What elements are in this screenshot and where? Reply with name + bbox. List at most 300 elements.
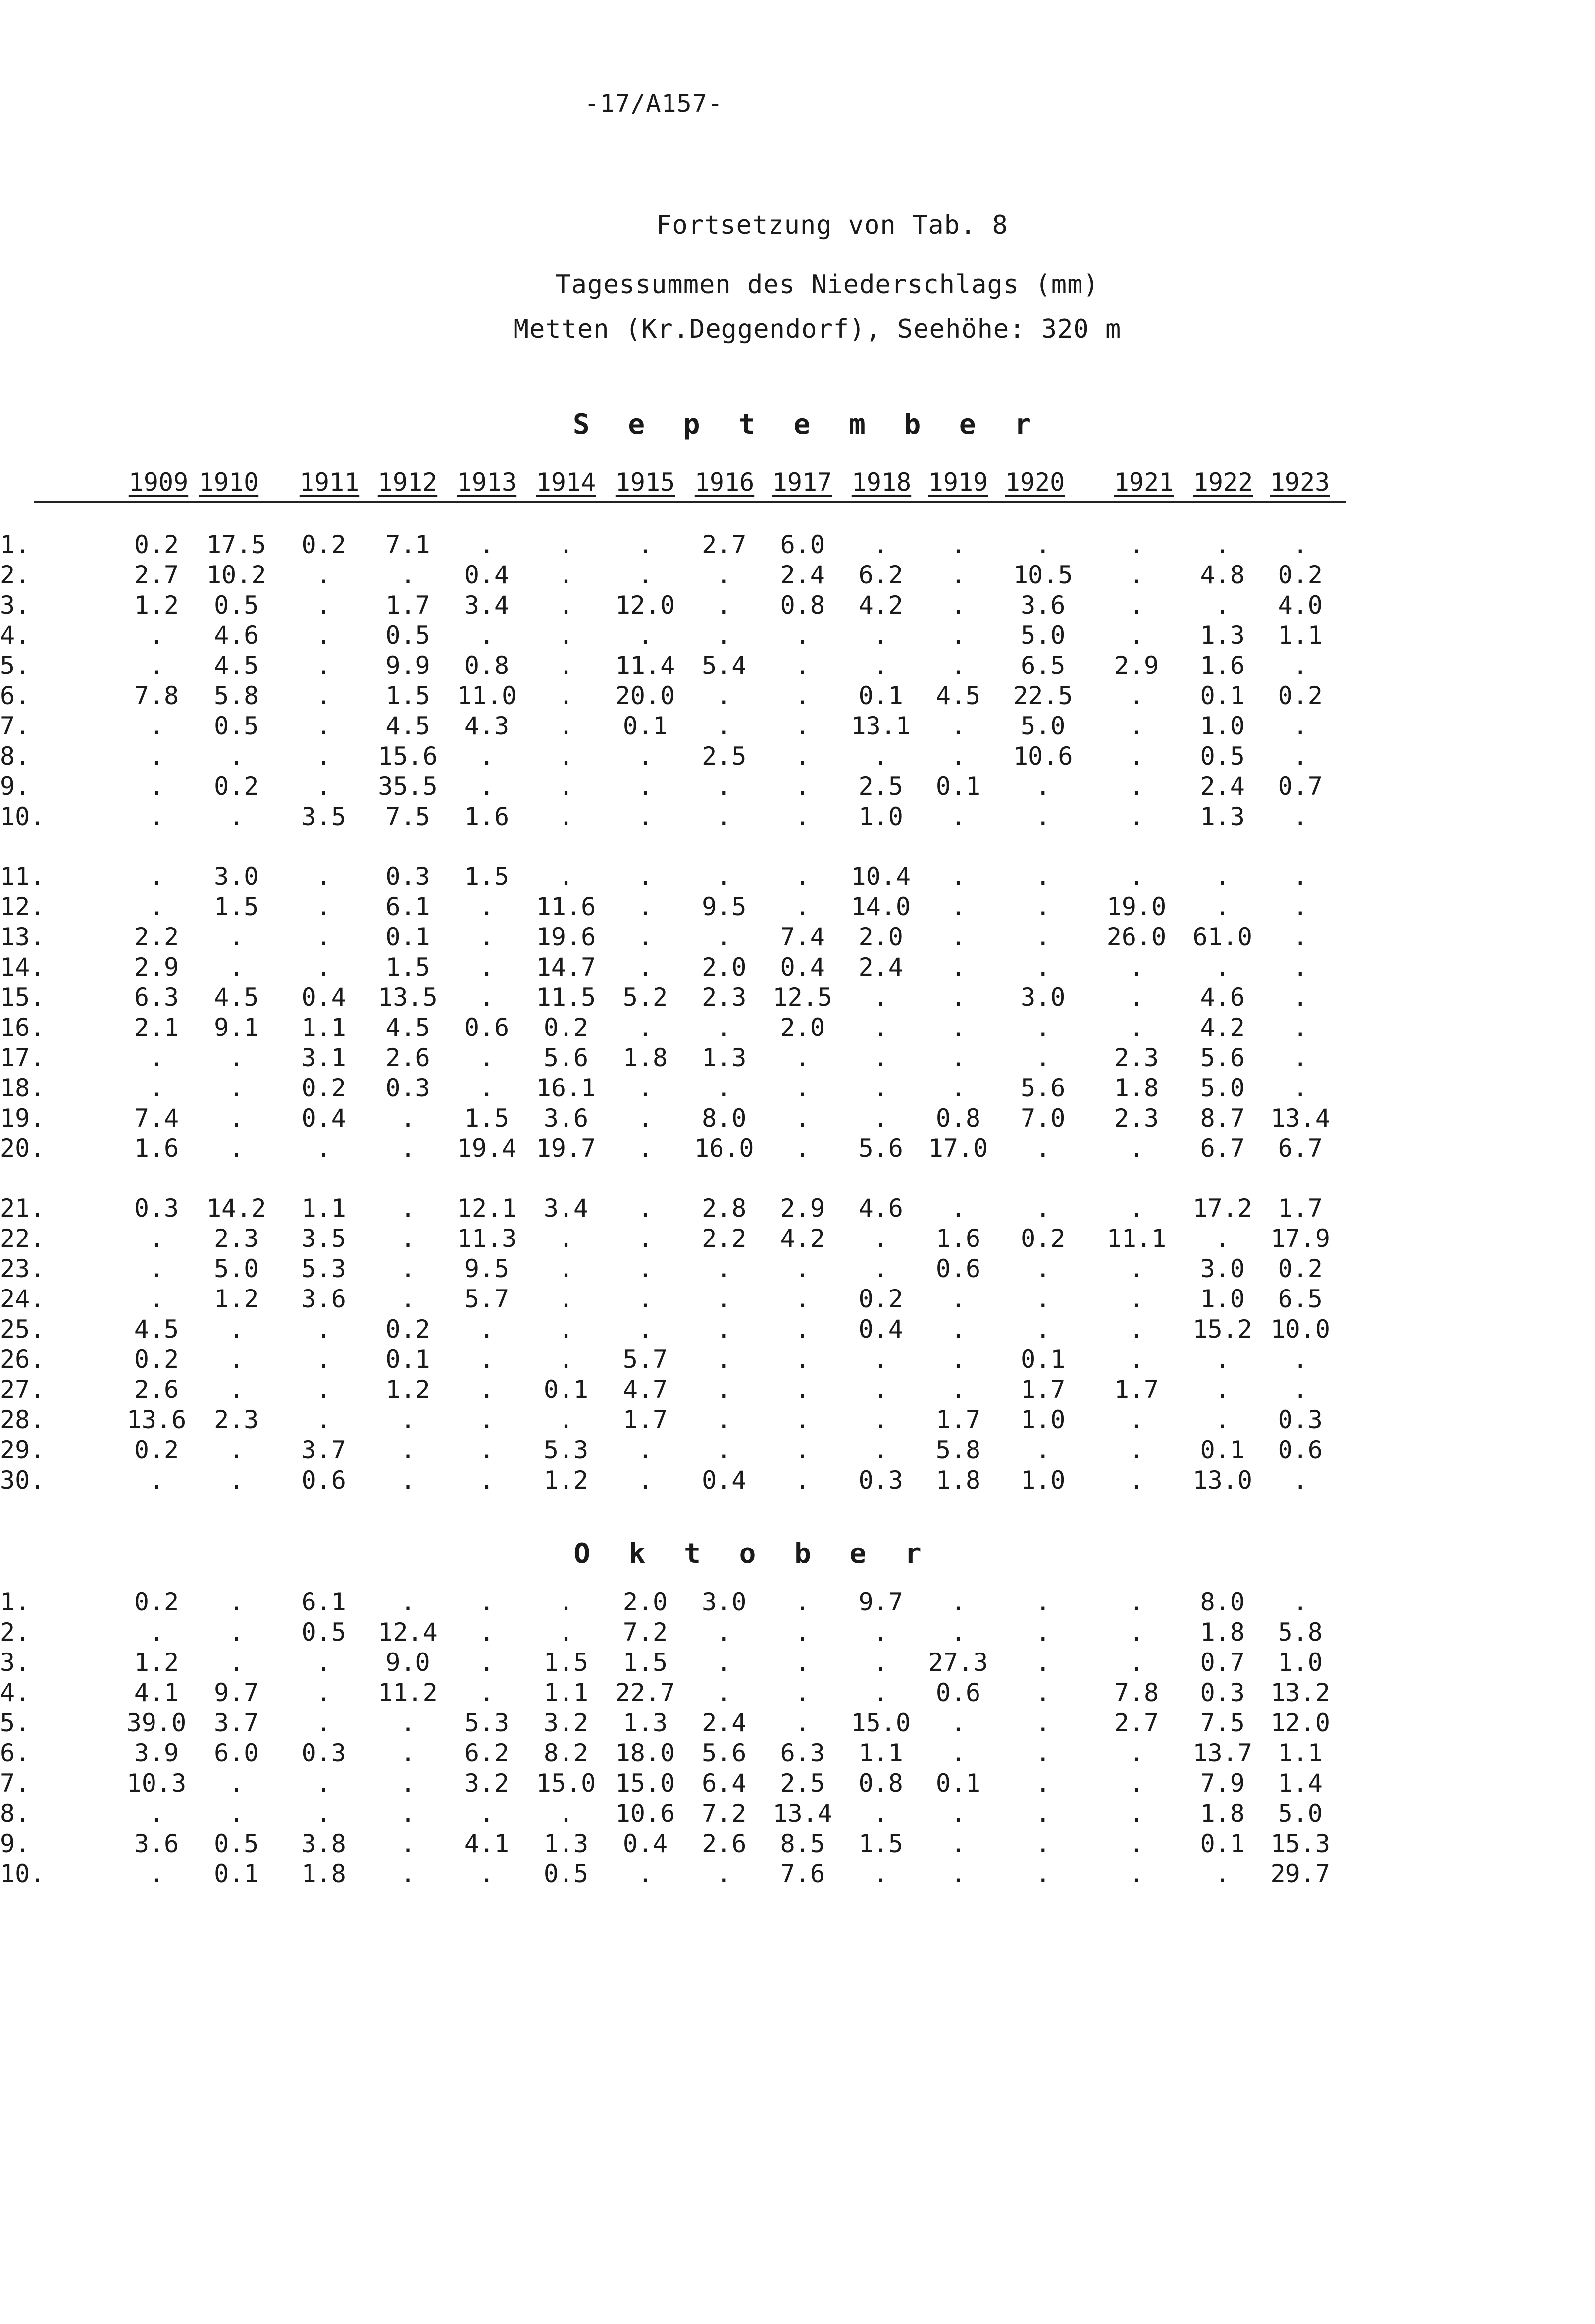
precip-cell-1920: 1.7 bbox=[1021, 1375, 1066, 1404]
precip-cell-1912: . bbox=[400, 1436, 415, 1464]
precip-cell-1909: 0.3 bbox=[134, 1194, 179, 1223]
precip-cell-1918: . bbox=[873, 1436, 888, 1464]
precip-cell-1912: . bbox=[400, 1708, 415, 1737]
precip-cell-1916: . bbox=[717, 772, 732, 801]
precip-cell-1910: . bbox=[229, 953, 244, 981]
day-label: 4. bbox=[0, 621, 30, 650]
precip-cell-1912: 15.6 bbox=[378, 742, 438, 771]
precip-cell-1914: 16.1 bbox=[536, 1074, 596, 1102]
month-heading-september: S e p t e m b e r bbox=[572, 409, 1042, 441]
precip-cell-1916: 9.5 bbox=[702, 892, 747, 921]
day-label: 17. bbox=[0, 1043, 45, 1072]
precip-cell-1914: . bbox=[558, 862, 574, 891]
precip-cell-1921: . bbox=[1129, 1859, 1144, 1888]
precip-cell-1923: 0.3 bbox=[1278, 1405, 1323, 1434]
precip-cell-1922: 0.1 bbox=[1200, 681, 1245, 710]
precip-cell-1923: . bbox=[1292, 953, 1308, 981]
precip-cell-1909: 3.6 bbox=[134, 1829, 179, 1858]
precip-cell-1909: 2.9 bbox=[134, 953, 179, 981]
day-label: 23. bbox=[0, 1254, 45, 1283]
precip-cell-1909: 3.9 bbox=[134, 1739, 179, 1767]
precip-cell-1921: . bbox=[1129, 1194, 1144, 1223]
precip-cell-1923: 6.7 bbox=[1278, 1134, 1323, 1163]
day-label: 14. bbox=[0, 953, 45, 981]
precip-cell-1918: . bbox=[873, 530, 888, 559]
precip-cell-1916: 5.6 bbox=[702, 1739, 747, 1767]
precip-cell-1913: . bbox=[479, 1618, 495, 1647]
precip-cell-1921: . bbox=[1129, 742, 1144, 771]
precip-cell-1917: 0.8 bbox=[780, 591, 825, 620]
precip-cell-1911: . bbox=[316, 923, 331, 951]
precip-cell-1919: . bbox=[950, 892, 966, 921]
precip-cell-1916: . bbox=[717, 1678, 732, 1707]
precip-cell-1917: 0.4 bbox=[780, 953, 825, 981]
precip-cell-1919: 27.3 bbox=[928, 1648, 988, 1677]
precip-cell-1909: 2.2 bbox=[134, 923, 179, 951]
precip-cell-1911: 3.6 bbox=[301, 1285, 346, 1313]
precip-cell-1910: . bbox=[229, 1436, 244, 1464]
precip-cell-1920: . bbox=[1035, 892, 1051, 921]
table-row bbox=[0, 1648, 1339, 1678]
precip-cell-1909: 39.0 bbox=[126, 1708, 187, 1737]
precip-cell-1909: . bbox=[149, 1618, 164, 1647]
precip-cell-1911: 0.5 bbox=[301, 1618, 346, 1647]
day-label: 18. bbox=[0, 1074, 45, 1102]
precip-cell-1921: . bbox=[1129, 802, 1144, 831]
precip-cell-1910: . bbox=[229, 1588, 244, 1616]
precip-cell-1922: 61.0 bbox=[1192, 923, 1252, 951]
precip-cell-1916: 7.2 bbox=[702, 1799, 747, 1828]
precip-cell-1922: 5.0 bbox=[1200, 1074, 1245, 1102]
precip-cell-1921: . bbox=[1129, 953, 1144, 981]
precip-cell-1918: 15.0 bbox=[851, 1708, 911, 1737]
precip-cell-1917: . bbox=[795, 1043, 810, 1072]
precip-cell-1912: . bbox=[400, 1254, 415, 1283]
day-label: 28. bbox=[0, 1405, 45, 1434]
precip-cell-1913: 0.8 bbox=[464, 651, 510, 680]
precip-cell-1918: 2.0 bbox=[858, 923, 903, 951]
precip-cell-1922: 8.7 bbox=[1200, 1104, 1245, 1133]
table-row bbox=[0, 922, 1339, 952]
table-row bbox=[0, 1103, 1339, 1134]
precip-cell-1912: 4.5 bbox=[385, 1013, 430, 1042]
precip-cell-1923: . bbox=[1292, 1013, 1308, 1042]
precip-cell-1921: . bbox=[1129, 1013, 1144, 1042]
precip-cell-1917: . bbox=[795, 862, 810, 891]
precip-cell-1911: 0.2 bbox=[301, 1074, 346, 1102]
precip-cell-1909: . bbox=[149, 1224, 164, 1253]
precip-cell-1911: . bbox=[316, 1708, 331, 1737]
year-header-1920: 1920 bbox=[1005, 468, 1065, 497]
precip-cell-1923: . bbox=[1292, 530, 1308, 559]
precip-cell-1914: . bbox=[558, 1345, 574, 1374]
precip-cell-1915: 7.2 bbox=[622, 1618, 668, 1647]
precip-cell-1913: . bbox=[479, 1588, 495, 1616]
precip-cell-1910: 9.7 bbox=[214, 1678, 259, 1707]
precip-cell-1911: . bbox=[316, 591, 331, 620]
precip-cell-1914: . bbox=[558, 1799, 574, 1828]
precip-cell-1923: 0.7 bbox=[1278, 772, 1323, 801]
day-label: 1. bbox=[0, 1588, 30, 1616]
precip-cell-1918: . bbox=[873, 1254, 888, 1283]
precip-cell-1921: . bbox=[1129, 1254, 1144, 1283]
precip-cell-1915: 12.0 bbox=[615, 591, 675, 620]
precip-cell-1910: 5.0 bbox=[214, 1254, 259, 1283]
precip-cell-1910: 0.2 bbox=[214, 772, 259, 801]
precip-cell-1918: 0.3 bbox=[858, 1466, 903, 1495]
precip-cell-1914: 11.6 bbox=[536, 892, 596, 921]
precip-cell-1918: . bbox=[873, 1859, 888, 1888]
day-label: 6. bbox=[0, 681, 30, 710]
precip-cell-1916: . bbox=[717, 621, 732, 650]
precip-cell-1909: 1.2 bbox=[134, 1648, 179, 1677]
day-label: 3. bbox=[0, 591, 30, 620]
precip-cell-1919: . bbox=[950, 591, 966, 620]
precip-cell-1918: . bbox=[873, 1043, 888, 1072]
precip-cell-1912: 6.1 bbox=[385, 892, 430, 921]
september-group-spacer-cell bbox=[0, 1164, 1339, 1193]
precip-cell-1913: 9.5 bbox=[464, 1254, 510, 1283]
precip-cell-1911: 1.8 bbox=[301, 1859, 346, 1888]
precip-cell-1915: . bbox=[637, 953, 653, 981]
precip-cell-1914: 3.6 bbox=[543, 1104, 589, 1133]
precip-cell-1919: . bbox=[950, 983, 966, 1012]
table-row bbox=[0, 1617, 1339, 1648]
precip-cell-1921: . bbox=[1129, 1618, 1144, 1647]
precip-cell-1918: . bbox=[873, 651, 888, 680]
precip-cell-1915: 1.3 bbox=[622, 1708, 668, 1737]
precip-cell-1921: . bbox=[1129, 1405, 1144, 1434]
precip-cell-1923: 12.0 bbox=[1270, 1708, 1330, 1737]
precip-cell-1919: 5.8 bbox=[935, 1436, 981, 1464]
precip-cell-1911: . bbox=[316, 712, 331, 740]
precip-cell-1909: . bbox=[149, 772, 164, 801]
precip-cell-1913: 5.3 bbox=[464, 1708, 510, 1737]
precip-cell-1916: 2.7 bbox=[702, 530, 747, 559]
day-label: 2. bbox=[0, 1618, 30, 1647]
precip-cell-1919: . bbox=[950, 1013, 966, 1042]
precip-cell-1922: 1.0 bbox=[1200, 712, 1245, 740]
precip-cell-1919: 0.8 bbox=[935, 1104, 981, 1133]
precip-cell-1916: 2.5 bbox=[702, 742, 747, 771]
precip-cell-1910: . bbox=[229, 1799, 244, 1828]
table-row bbox=[0, 1768, 1339, 1799]
precip-cell-1914: . bbox=[558, 1315, 574, 1343]
precip-cell-1910: 6.0 bbox=[214, 1739, 259, 1767]
precip-cell-1920: . bbox=[1035, 923, 1051, 951]
precip-cell-1920: 3.0 bbox=[1021, 983, 1066, 1012]
table-row bbox=[0, 1829, 1339, 1859]
precip-cell-1914: . bbox=[558, 1224, 574, 1253]
precip-cell-1921: . bbox=[1129, 681, 1144, 710]
table-row bbox=[0, 741, 1339, 772]
precip-cell-1911: . bbox=[316, 742, 331, 771]
precip-cell-1921: . bbox=[1129, 1345, 1144, 1374]
precip-cell-1919: . bbox=[950, 1799, 966, 1828]
page-number: -17/A157- bbox=[584, 89, 723, 118]
precip-cell-1923: 17.9 bbox=[1270, 1224, 1330, 1253]
precip-cell-1922: 1.8 bbox=[1200, 1618, 1245, 1647]
september-table bbox=[0, 530, 1339, 1496]
precip-cell-1911: 3.5 bbox=[301, 1224, 346, 1253]
precip-cell-1910: 14.2 bbox=[206, 1194, 266, 1223]
table-row bbox=[0, 1314, 1339, 1344]
precip-cell-1911: 0.4 bbox=[301, 983, 346, 1012]
precip-cell-1911: . bbox=[316, 681, 331, 710]
header-rule bbox=[34, 501, 1346, 503]
precip-cell-1910: 0.1 bbox=[214, 1859, 259, 1888]
precip-cell-1916: . bbox=[717, 1254, 732, 1283]
precip-cell-1910: 2.3 bbox=[214, 1405, 259, 1434]
precip-cell-1923: 13.2 bbox=[1270, 1678, 1330, 1707]
precip-cell-1910: 2.3 bbox=[214, 1224, 259, 1253]
precip-cell-1922: 2.4 bbox=[1200, 772, 1245, 801]
precip-cell-1916: 2.2 bbox=[702, 1224, 747, 1253]
precip-cell-1922: 0.1 bbox=[1200, 1829, 1245, 1858]
precip-cell-1920: 1.0 bbox=[1021, 1466, 1066, 1495]
precip-cell-1918: . bbox=[873, 742, 888, 771]
table-row bbox=[0, 1284, 1339, 1314]
precip-cell-1912: 0.1 bbox=[385, 1345, 430, 1374]
precip-cell-1922: 0.1 bbox=[1200, 1436, 1245, 1464]
table-row bbox=[0, 862, 1339, 892]
precip-cell-1913: 1.6 bbox=[464, 802, 510, 831]
precip-cell-1910: . bbox=[229, 1375, 244, 1404]
precip-cell-1918: . bbox=[873, 1074, 888, 1102]
precip-cell-1915: 11.4 bbox=[615, 651, 675, 680]
precip-cell-1923: . bbox=[1292, 983, 1308, 1012]
precip-cell-1911: . bbox=[316, 1345, 331, 1374]
precip-cell-1916: . bbox=[717, 1074, 732, 1102]
precip-cell-1922: 1.6 bbox=[1200, 651, 1245, 680]
precip-cell-1913: 5.7 bbox=[464, 1285, 510, 1313]
precip-cell-1910: 4.6 bbox=[214, 621, 259, 650]
precip-cell-1918: . bbox=[873, 1345, 888, 1374]
precip-cell-1917: . bbox=[795, 742, 810, 771]
precip-cell-1917: . bbox=[795, 1074, 810, 1102]
precip-cell-1909: . bbox=[149, 1859, 164, 1888]
table-row bbox=[0, 530, 1339, 560]
precip-cell-1915: 0.1 bbox=[622, 712, 668, 740]
precip-cell-1923: . bbox=[1292, 802, 1308, 831]
precip-cell-1922: . bbox=[1215, 862, 1230, 891]
day-label: 9. bbox=[0, 1829, 30, 1858]
precip-cell-1920: . bbox=[1035, 1618, 1051, 1647]
day-label: 27. bbox=[0, 1375, 45, 1404]
precip-cell-1909: 7.4 bbox=[134, 1104, 179, 1133]
precip-cell-1920: . bbox=[1035, 1678, 1051, 1707]
precip-cell-1922: 4.6 bbox=[1200, 983, 1245, 1012]
precip-cell-1912: 0.1 bbox=[385, 923, 430, 951]
precip-cell-1912: . bbox=[400, 1194, 415, 1223]
precip-cell-1912: . bbox=[400, 1859, 415, 1888]
precip-cell-1921: . bbox=[1129, 591, 1144, 620]
precip-cell-1921: . bbox=[1129, 1134, 1144, 1163]
precip-cell-1909: 0.2 bbox=[134, 1345, 179, 1374]
precip-cell-1911: . bbox=[316, 621, 331, 650]
precip-cell-1909: . bbox=[149, 1074, 164, 1102]
precip-cell-1919: 17.0 bbox=[928, 1134, 988, 1163]
precip-cell-1914: 0.1 bbox=[543, 1375, 589, 1404]
year-header-1914: 1914 bbox=[536, 468, 596, 497]
precip-cell-1921: . bbox=[1129, 1739, 1144, 1767]
precip-cell-1916: 8.0 bbox=[702, 1104, 747, 1133]
table-row bbox=[0, 1708, 1339, 1738]
precip-cell-1914: . bbox=[558, 1285, 574, 1313]
precip-cell-1917: . bbox=[795, 772, 810, 801]
precip-cell-1911: 3.1 bbox=[301, 1043, 346, 1072]
precip-cell-1909: . bbox=[149, 1799, 164, 1828]
table-row bbox=[0, 1254, 1339, 1284]
table-row bbox=[0, 1465, 1339, 1496]
precip-cell-1916: . bbox=[717, 802, 732, 831]
precip-cell-1915: 10.6 bbox=[615, 1799, 675, 1828]
precip-cell-1923: . bbox=[1292, 1043, 1308, 1072]
precip-cell-1916: . bbox=[717, 591, 732, 620]
precip-cell-1914: . bbox=[558, 772, 574, 801]
table-row bbox=[0, 1678, 1339, 1708]
precip-cell-1910: 10.2 bbox=[206, 561, 266, 589]
precip-cell-1911: . bbox=[316, 772, 331, 801]
precip-cell-1910: . bbox=[229, 1315, 244, 1343]
precip-cell-1920: . bbox=[1035, 1436, 1051, 1464]
precip-cell-1911: . bbox=[316, 1648, 331, 1677]
precip-cell-1917: 2.5 bbox=[780, 1769, 825, 1798]
precip-cell-1919: 0.1 bbox=[935, 1769, 981, 1798]
precip-cell-1916: . bbox=[717, 1405, 732, 1434]
day-label: 21. bbox=[0, 1194, 45, 1223]
precip-cell-1919: . bbox=[950, 923, 966, 951]
precip-cell-1920: . bbox=[1035, 1254, 1051, 1283]
precip-cell-1913: . bbox=[479, 892, 495, 921]
precip-cell-1919: . bbox=[950, 712, 966, 740]
table-row bbox=[0, 620, 1339, 651]
day-label: 1. bbox=[0, 530, 30, 559]
precip-cell-1912: 9.9 bbox=[385, 651, 430, 680]
precip-cell-1914: 11.5 bbox=[536, 983, 596, 1012]
precip-cell-1919: . bbox=[950, 561, 966, 589]
precip-cell-1915: . bbox=[637, 802, 653, 831]
precip-cell-1915: . bbox=[637, 923, 653, 951]
table-row bbox=[0, 681, 1339, 711]
table-row bbox=[0, 1435, 1339, 1465]
precip-cell-1921: . bbox=[1129, 983, 1144, 1012]
precip-cell-1918: . bbox=[873, 1678, 888, 1707]
precip-cell-1923: 5.0 bbox=[1278, 1799, 1323, 1828]
precip-cell-1919: . bbox=[950, 1588, 966, 1616]
precip-cell-1916: . bbox=[717, 1859, 732, 1888]
table-row bbox=[0, 1013, 1339, 1043]
precip-cell-1910: 3.7 bbox=[214, 1708, 259, 1737]
precip-cell-1919: . bbox=[950, 1285, 966, 1313]
precip-cell-1913: 4.3 bbox=[464, 712, 510, 740]
precip-cell-1916: . bbox=[717, 1648, 732, 1677]
september-group-spacer bbox=[0, 832, 1339, 862]
table-row bbox=[0, 1375, 1339, 1405]
precip-cell-1923: 13.4 bbox=[1270, 1104, 1330, 1133]
precip-cell-1910: 0.5 bbox=[214, 591, 259, 620]
precip-cell-1910: 1.2 bbox=[214, 1285, 259, 1313]
precip-cell-1912: . bbox=[400, 561, 415, 589]
precip-cell-1923: 1.1 bbox=[1278, 621, 1323, 650]
precip-cell-1918: . bbox=[873, 1618, 888, 1647]
precip-cell-1915: . bbox=[637, 1436, 653, 1464]
precip-cell-1917: . bbox=[795, 1466, 810, 1495]
precip-cell-1918: . bbox=[873, 1375, 888, 1404]
precip-cell-1919: . bbox=[950, 1194, 966, 1223]
precip-cell-1920: 5.0 bbox=[1021, 712, 1066, 740]
precip-cell-1913: 4.1 bbox=[464, 1829, 510, 1858]
precip-cell-1920: . bbox=[1035, 1285, 1051, 1313]
table-row bbox=[0, 1738, 1339, 1768]
precip-cell-1917: 13.4 bbox=[772, 1799, 832, 1828]
precip-cell-1917: . bbox=[795, 1285, 810, 1313]
precip-cell-1911: 0.6 bbox=[301, 1466, 346, 1495]
precip-cell-1921: . bbox=[1129, 530, 1144, 559]
precip-cell-1911: 0.4 bbox=[301, 1104, 346, 1133]
precip-cell-1917: . bbox=[795, 712, 810, 740]
precip-cell-1912: . bbox=[400, 1405, 415, 1434]
precip-cell-1921: 2.7 bbox=[1114, 1708, 1159, 1737]
precip-cell-1921: 1.8 bbox=[1114, 1074, 1159, 1102]
precip-cell-1920: 10.6 bbox=[1013, 742, 1073, 771]
precip-cell-1917: . bbox=[795, 681, 810, 710]
precip-cell-1922: 13.0 bbox=[1192, 1466, 1252, 1495]
precip-cell-1923: 1.4 bbox=[1278, 1769, 1323, 1798]
precip-cell-1923: 1.7 bbox=[1278, 1194, 1323, 1223]
precip-cell-1920: . bbox=[1035, 1648, 1051, 1677]
precip-cell-1912: 1.7 bbox=[385, 591, 430, 620]
precip-cell-1909: . bbox=[149, 1043, 164, 1072]
precip-cell-1918: 6.2 bbox=[858, 561, 903, 589]
precip-cell-1916: 2.3 bbox=[702, 983, 747, 1012]
precip-cell-1912: 9.0 bbox=[385, 1648, 430, 1677]
precip-cell-1909: . bbox=[149, 712, 164, 740]
precip-cell-1922: . bbox=[1215, 1375, 1230, 1404]
precip-cell-1920: . bbox=[1035, 1799, 1051, 1828]
precip-cell-1923: . bbox=[1292, 1466, 1308, 1495]
precip-cell-1921: 11.1 bbox=[1106, 1224, 1167, 1253]
precip-cell-1911: 3.5 bbox=[301, 802, 346, 831]
precip-cell-1913: . bbox=[479, 1648, 495, 1677]
precip-cell-1918: 0.1 bbox=[858, 681, 903, 710]
day-label: 24. bbox=[0, 1285, 45, 1313]
precip-cell-1911: 0.3 bbox=[301, 1739, 346, 1767]
precip-cell-1913: 3.2 bbox=[464, 1769, 510, 1798]
precip-cell-1919: . bbox=[950, 1739, 966, 1767]
year-header-1921: 1921 bbox=[1114, 468, 1174, 497]
precip-cell-1920: 7.0 bbox=[1021, 1104, 1066, 1133]
precip-cell-1913: 0.4 bbox=[464, 561, 510, 589]
precip-cell-1915: 1.8 bbox=[622, 1043, 668, 1072]
precip-cell-1913: . bbox=[479, 1375, 495, 1404]
precip-cell-1922: 17.2 bbox=[1192, 1194, 1252, 1223]
precip-cell-1922: 13.7 bbox=[1192, 1739, 1252, 1767]
precip-cell-1915: . bbox=[637, 892, 653, 921]
precip-cell-1918: 10.4 bbox=[851, 862, 911, 891]
precip-cell-1918: 2.4 bbox=[858, 953, 903, 981]
table-row bbox=[0, 1799, 1339, 1829]
precip-cell-1911: 0.2 bbox=[301, 530, 346, 559]
precip-cell-1922: 0.3 bbox=[1200, 1678, 1245, 1707]
precip-cell-1915: 5.7 bbox=[622, 1345, 668, 1374]
precip-cell-1922: 7.5 bbox=[1200, 1708, 1245, 1737]
precip-cell-1918: 4.6 bbox=[858, 1194, 903, 1223]
precip-cell-1917: 12.5 bbox=[772, 983, 832, 1012]
precip-cell-1916: . bbox=[717, 862, 732, 891]
precip-cell-1917: . bbox=[795, 1618, 810, 1647]
precip-cell-1913: . bbox=[479, 1074, 495, 1102]
